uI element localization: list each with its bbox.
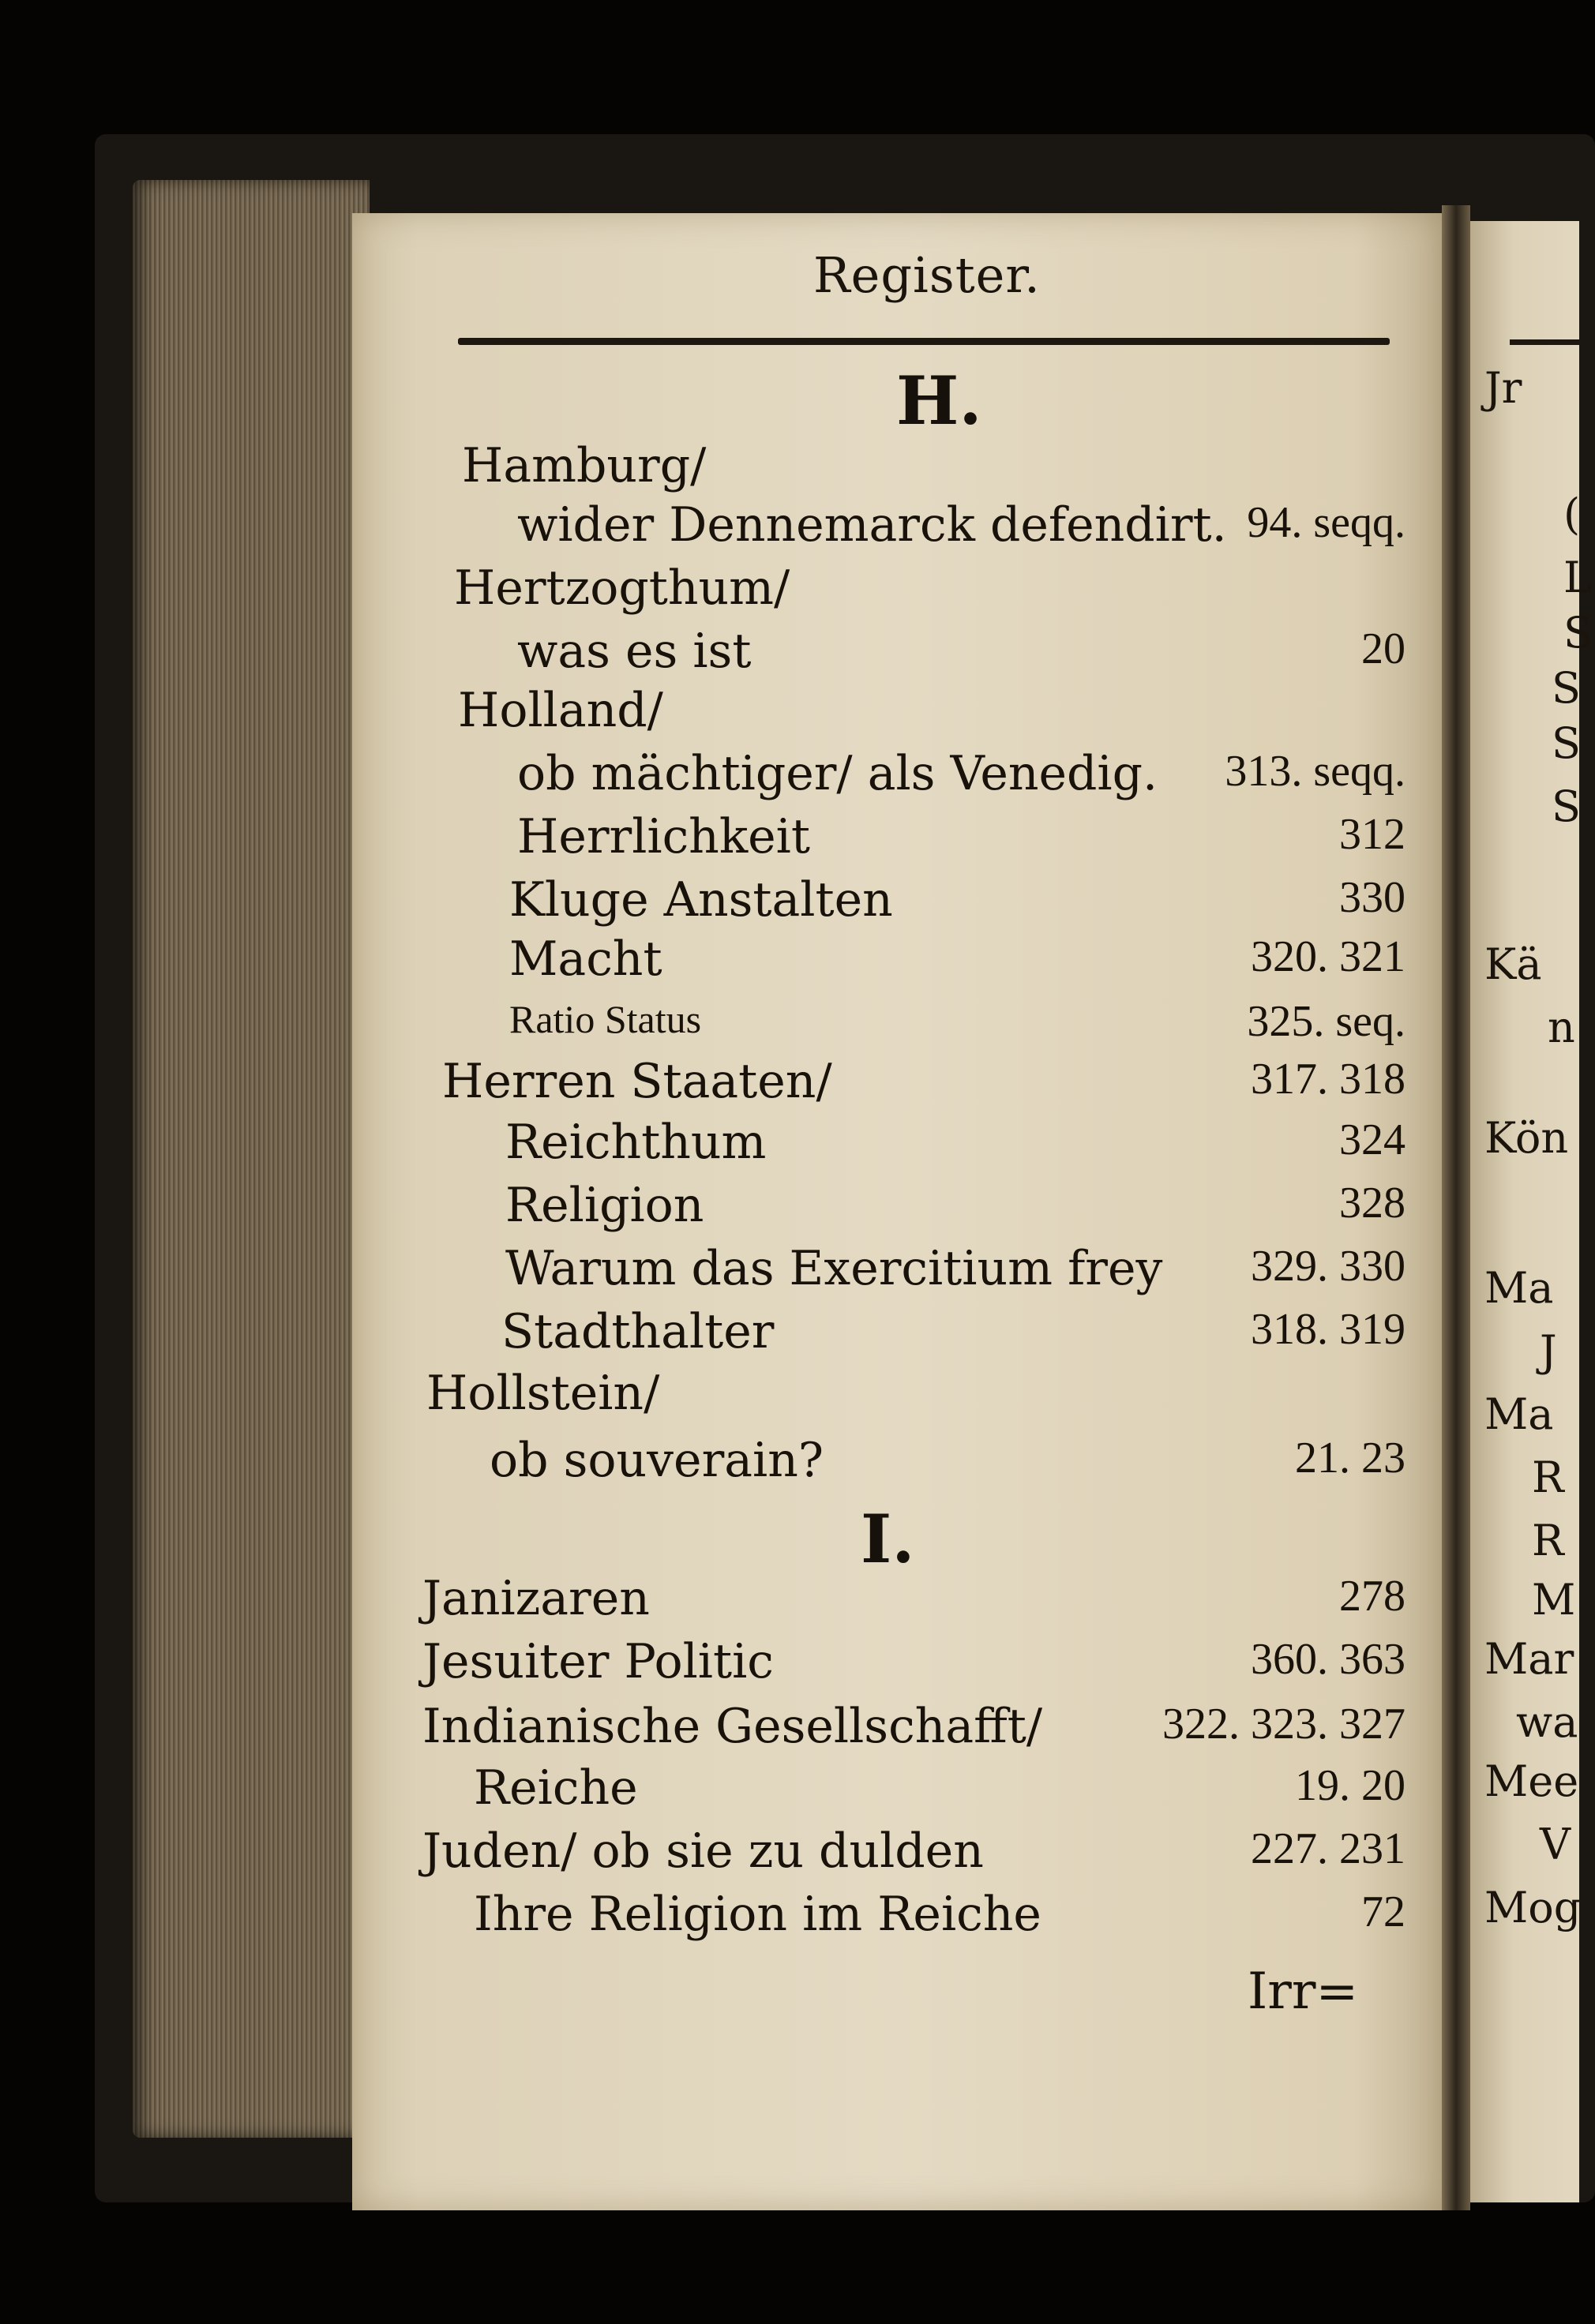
facing-page-fragment: S	[1552, 718, 1581, 768]
entry-term: Herren Staaten/	[442, 1054, 832, 1109]
entry-term: Warum das Exercitium frey	[505, 1241, 1163, 1296]
entry-term: Kluge Anstalten	[509, 872, 893, 928]
index-entry	[0, 1634, 1405, 1697]
facing-page-fragment: Ma	[1484, 1263, 1554, 1313]
facing-header-rule	[1510, 339, 1579, 345]
entry-term: Hertzogthum/	[454, 560, 790, 616]
index-entry	[0, 1699, 1405, 1762]
facing-page-fragment: wa	[1516, 1697, 1578, 1747]
index-entry	[0, 1433, 1405, 1496]
entry-term: was es ist	[517, 624, 752, 679]
entry-pages: 21. 23	[1295, 1434, 1405, 1482]
entry-term: Juden/ ob sie zu dulden	[422, 1824, 984, 1879]
facing-page-fragment: Kä	[1484, 939, 1542, 989]
index-entry	[0, 872, 1405, 935]
entry-term: Macht	[509, 931, 662, 987]
entry-term: Janizaren	[422, 1571, 650, 1626]
entry-term: Stadthalter	[501, 1304, 775, 1359]
entry-pages: 278	[1339, 1572, 1405, 1621]
entry-term: Ratio Status	[509, 997, 702, 1041]
entry-pages: 320. 321	[1251, 932, 1405, 981]
facing-page-fragment: Ma	[1484, 1389, 1554, 1439]
index-entry	[0, 1178, 1405, 1241]
entry-pages: 313. seqq.	[1225, 747, 1405, 796]
entry-pages: 328	[1339, 1179, 1405, 1228]
index-entry	[0, 1304, 1405, 1367]
entry-term: Reichthum	[505, 1115, 767, 1170]
entry-term: wider Dennemarck defendirt.	[517, 497, 1227, 553]
entry-pages: 227. 231	[1251, 1824, 1405, 1873]
facing-page-fragment: R	[1532, 1516, 1564, 1565]
facing-page-fragment: L	[1563, 553, 1592, 602]
index-entry	[0, 1054, 1405, 1117]
index-entry	[0, 560, 1405, 624]
entry-term: Ihre Religion im Reiche	[474, 1887, 1041, 1942]
book-gutter	[1442, 205, 1470, 2210]
running-head: Register.	[813, 246, 1041, 304]
index-entry	[0, 1366, 1405, 1429]
facing-page-fragment: S	[1552, 782, 1581, 831]
entry-term: Hamburg/	[462, 438, 707, 493]
entry-pages: 94. seqq.	[1247, 498, 1405, 547]
entry-term: Jesuiter Politic	[422, 1634, 774, 1689]
facing-page-fragment: V	[1540, 1820, 1571, 1869]
entry-term: Reiche	[474, 1760, 638, 1816]
facing-page-fragment: S	[1552, 663, 1581, 713]
entry-pages: 329. 330	[1251, 1242, 1405, 1291]
index-entry	[0, 683, 1405, 746]
index-entry	[0, 1760, 1405, 1824]
entry-pages: 317. 318	[1251, 1055, 1405, 1104]
facing-page-fragment: Mee	[1484, 1756, 1579, 1806]
entry-term: Holland/	[458, 683, 663, 738]
index-entry	[0, 931, 1405, 995]
section-letter-i: I.	[861, 1500, 915, 1578]
entry-pages: 19. 20	[1295, 1761, 1405, 1810]
index-entry	[0, 746, 1405, 809]
facing-page-fragment: Mog	[1484, 1883, 1582, 1932]
entry-pages: 325. seq.	[1247, 997, 1405, 1046]
entry-term: Indianische Gesellschafft/	[422, 1699, 1043, 1754]
index-entry	[0, 1887, 1405, 1950]
facing-page-fragment: R	[1532, 1452, 1564, 1502]
entry-pages: 20	[1361, 624, 1405, 673]
index-entry	[0, 1241, 1405, 1304]
catchword: Irr=	[1248, 1962, 1359, 2021]
facing-page-fragment: M	[1532, 1575, 1576, 1625]
index-entry	[0, 809, 1405, 872]
facing-page-fragment: n	[1548, 1003, 1575, 1052]
entry-pages: 324	[1339, 1115, 1405, 1164]
facing-page-fragment: Kön	[1484, 1113, 1569, 1163]
index-entry	[0, 1824, 1405, 1887]
facing-page-fragment: Jr	[1484, 363, 1522, 413]
entry-pages: 318. 319	[1251, 1305, 1405, 1354]
entry-pages: 322. 323. 327	[1162, 1700, 1405, 1749]
index-entry	[0, 1571, 1405, 1634]
index-entry	[0, 996, 1405, 1059]
facing-page-fragment: J	[1540, 1326, 1557, 1376]
entry-pages: 330	[1339, 873, 1405, 922]
facing-page-fragment: (	[1563, 489, 1581, 539]
index-entry	[0, 438, 1405, 501]
entry-term: ob souverain?	[490, 1433, 824, 1488]
facing-page-fragment: S	[1563, 608, 1593, 658]
header-rule	[458, 338, 1390, 345]
index-entry	[0, 624, 1405, 687]
entry-term: Religion	[505, 1178, 704, 1233]
entry-pages: 312	[1339, 810, 1405, 859]
entry-term: Hollstein/	[426, 1366, 660, 1421]
index-entry	[0, 1115, 1405, 1178]
entry-term: Herrlichkeit	[517, 809, 810, 864]
section-letter-h: H.	[896, 362, 982, 440]
facing-page-fragment: Mar	[1484, 1634, 1574, 1684]
entry-term: ob mächtiger/ als Venedig.	[517, 746, 1158, 801]
entry-pages: 360. 363	[1251, 1635, 1405, 1684]
entry-pages: 72	[1361, 1887, 1405, 1936]
index-entry	[0, 497, 1405, 560]
